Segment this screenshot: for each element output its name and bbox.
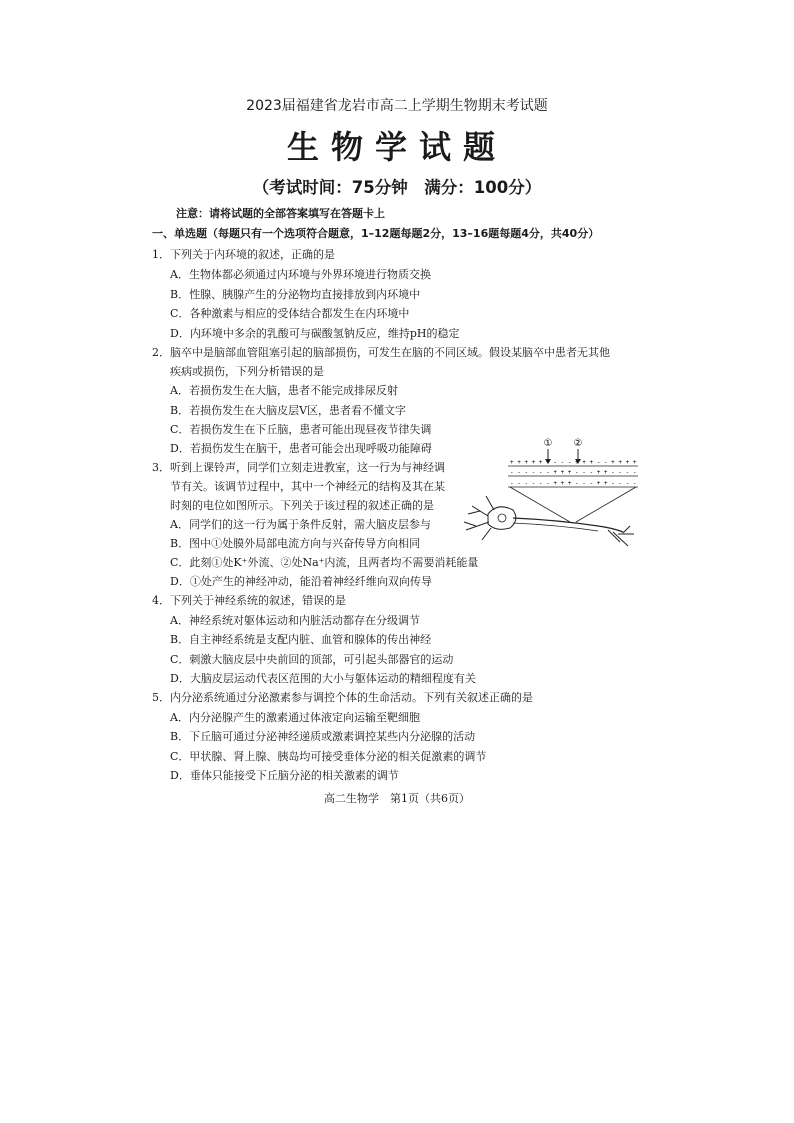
question-2-option-d: D．若损伤发生在脑干，患者可能会出现呼吸功能障碍 — [170, 442, 432, 455]
question-2-option-b: B．若损伤发生在大脑皮层V区，患者看不懂文字 — [170, 404, 407, 417]
question-3-stem: 3．听到上课铃声，同学们立刻走进教室，这一行为与神经调 — [152, 461, 445, 474]
question-5-option-d: D．垂体只能接受下丘脑分泌的相关激素的调节 — [170, 769, 399, 782]
question-3-option-b: B．图中①处膜外局部电流方向与兴奋传导方向相同 — [170, 537, 421, 550]
question-3-stem-cont-2: 时刻的电位如图所示。下列关于该过程的叙述正确的是 — [170, 499, 434, 512]
zoom-line-left — [510, 487, 570, 522]
question-4-option-c: C．刺激大脑皮层中央前回的顶部，可引起头部器官的运动 — [170, 653, 454, 666]
exam-info: （考试时间：75分钟 满分：100分） — [252, 178, 542, 197]
neuron-potential-figure — [458, 434, 638, 554]
question-3-option-c: C．此刻①处K⁺外流、②处Na⁺内流，且两者均不需要消耗能量 — [170, 556, 479, 569]
nucleus — [498, 514, 506, 522]
question-3-option-d: D．①处产生的神经冲动，能沿着神经纤维向双向传导 — [170, 575, 432, 588]
question-2-stem-cont: 疾病或损伤，下列分析错误的是 — [170, 365, 324, 378]
dendrites — [464, 496, 494, 540]
question-2-option-c: C．若损伤发生在下丘脑，患者可能出现昼夜节律失调 — [170, 423, 432, 436]
membrane-charges-inner-2: - - - - - - + + + - - - + + - - - - — [510, 480, 637, 487]
notice: 注意：请将试题的全部答案填写在答题卡上 — [176, 207, 385, 220]
question-1-stem: 1．下列关于内环境的叙述，正确的是 — [152, 248, 335, 261]
neuron-diagram — [458, 434, 638, 554]
question-1-option-b: B．性腺、胰腺产生的分泌物均直接排放到内环境中 — [170, 288, 421, 301]
page-footer: 高二生物学 第1页（共6页） — [324, 792, 470, 805]
axon — [513, 518, 623, 532]
question-4-stem: 4．下列关于神经系统的叙述，错误的是 — [152, 594, 346, 607]
question-5-stem: 5．内分泌系统通过分泌激素参与调控个体的生命活动。下列有关叙述正确的是 — [152, 691, 533, 704]
question-1-option-d: D．内环境中多余的乳酸可与碳酸氢钠反应，维持pH的稳定 — [170, 327, 460, 340]
membrane-charges-inner: - - - - - - + + + - - - + + - - - - — [510, 469, 637, 476]
question-1-option-c: C．各种激素与相应的受体结合都发生在内环境中 — [170, 307, 410, 320]
question-5-option-a: A．内分泌腺产生的激素通过体液定向运输至靶细胞 — [170, 711, 420, 724]
question-4-option-b: B．自主神经系统是支配内脏、血管和腺体的传出神经 — [170, 633, 432, 646]
question-3-option-a: A．同学们的这一行为属于条件反射，需大脑皮层参与 — [170, 518, 431, 531]
question-1-option-a: A．生物体都必须通过内环境与外界环境进行物质交换 — [170, 268, 431, 281]
cell-body — [488, 507, 516, 530]
section-heading: 一、单选题（每题只有一个选项符合题意，1–12题每题2分，13–16题每题4分，共40分） — [152, 227, 600, 240]
label-1: ① — [543, 438, 553, 449]
question-2-option-a: A．若损伤发生在大脑，患者不能完成排尿反射 — [170, 384, 398, 397]
document-title: 2023届福建省龙岩市高二上学期生物期末考试题 — [246, 98, 548, 114]
question-4-option-d: D．大脑皮层运动代表区范围的大小与躯体运动的精细程度有关 — [170, 672, 476, 685]
question-5-option-c: C．甲状腺、肾上腺、胰岛均可接受垂体分泌的相关促激素的调节 — [170, 750, 487, 763]
zoom-line-right — [576, 487, 636, 522]
question-5-option-b: B．下丘脑可通过分泌神经递质或激素调控某些内分泌腺的活动 — [170, 730, 476, 743]
question-4-option-a: A．神经系统对躯体运动和内脏活动都存在分级调节 — [170, 614, 420, 627]
question-2-stem: 2．脑卒中是脑部血管阻塞引起的脑部损伤，可发生在脑的不同区域。假设某脑卒中患者无其他 — [152, 346, 610, 359]
membrane-charges-outer: + + + + + + - - - + + + - - + + + + — [510, 459, 637, 466]
label-2: ② — [573, 438, 583, 449]
main-title: 生物学试题 — [286, 128, 507, 166]
question-3-stem-cont-1: 节有关。该调节过程中，其中一个神经元的结构及其在某 — [170, 480, 445, 493]
